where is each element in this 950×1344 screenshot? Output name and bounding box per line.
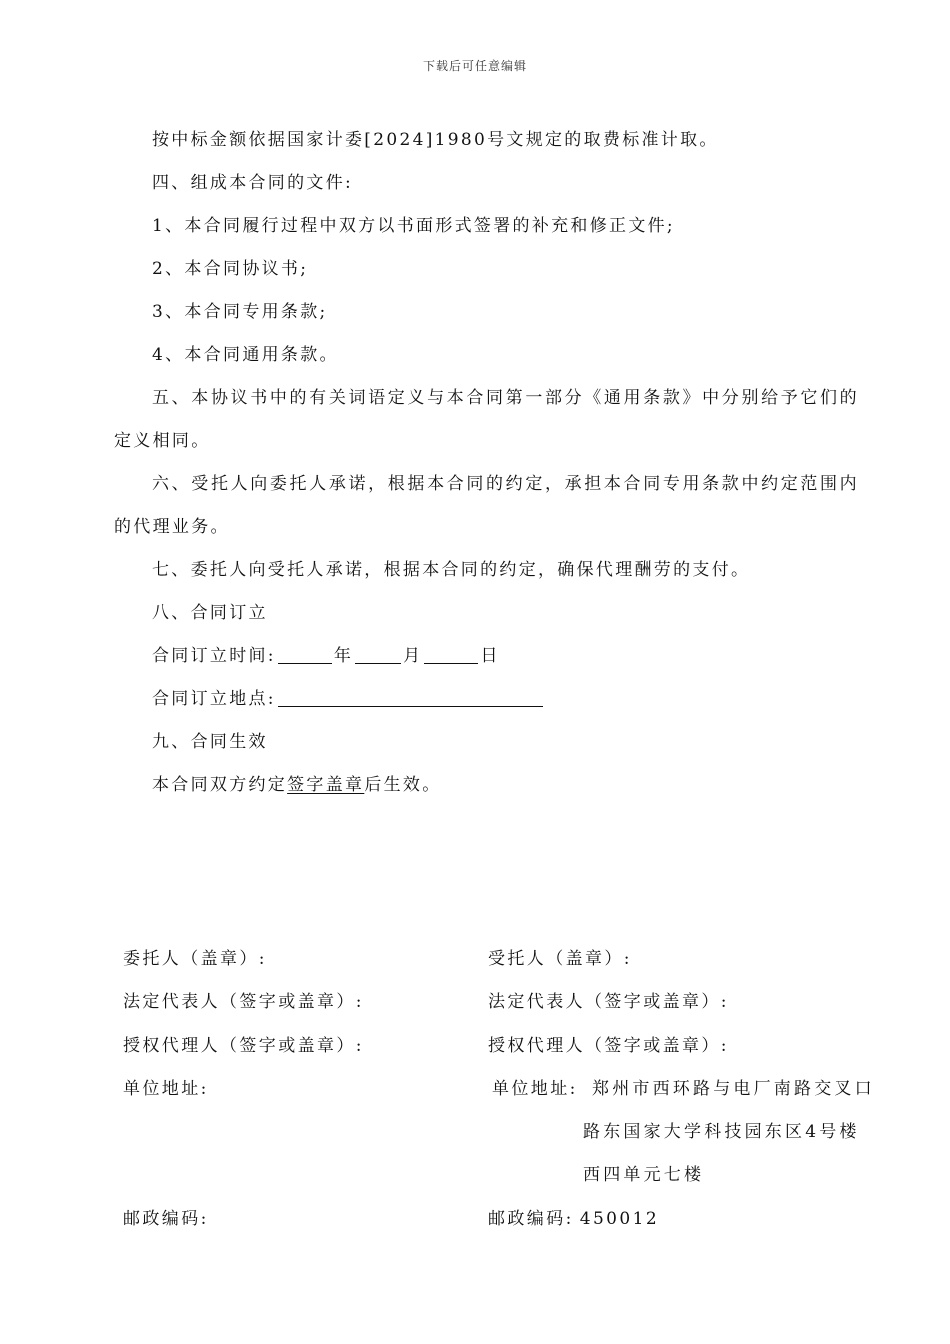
day-blank[interactable]: [424, 645, 478, 664]
principal-agent-label: 授权代理人（签字或盖章）:: [123, 1036, 364, 1056]
principal-postcode-label: 邮政编码:: [123, 1209, 209, 1229]
trustee-postcode-value: 450012: [579, 1209, 660, 1229]
month-blank[interactable]: [355, 645, 401, 664]
paragraph-fee-basis: 按中标金额依据国家计委[2024]1980号文规定的取费标准计取。: [152, 130, 719, 150]
effect-text-after: 后生效。: [364, 775, 442, 795]
trustee-address-line-2: 路东国家大学科技园东区4号楼: [583, 1122, 860, 1142]
list-item-2: 2、本合同协议书;: [152, 259, 309, 279]
trustee-address-line-1: 郑州市西环路与电厂南路交叉口: [592, 1079, 875, 1099]
day-label: 日: [480, 646, 500, 666]
sign-date-label: 合同订立时间:: [152, 646, 276, 666]
trustee-postcode-line: [488, 1207, 659, 1231]
effect-underlined-text: 签字盖章: [287, 775, 365, 795]
trustee-postcode-label: 邮政编码:: [488, 1209, 574, 1229]
section-7-paragraph: 七、委托人向受托人承诺，根据本合同的约定，确保代理酬劳的支付。: [152, 560, 751, 580]
page-header: 下载后可任意编辑: [422, 59, 527, 73]
year-label: 年: [333, 646, 354, 666]
sign-place-line: [114, 678, 859, 721]
effect-paragraph: [114, 764, 859, 807]
list-item-4: 4、本合同通用条款。: [152, 345, 339, 365]
principal-legal-rep-label: 法定代表人（签字或盖章）:: [123, 992, 364, 1012]
trustee-address-label: 单位地址:: [492, 1079, 578, 1099]
section-6-paragraph: 六、受托人向委托人承诺，根据本合同的约定，承担本合同专用条款中约定范围内的代理业务。: [114, 474, 859, 537]
place-blank[interactable]: [278, 688, 543, 707]
trustee-seal-label: 受托人（盖章）:: [488, 949, 632, 969]
month-label: 月: [403, 646, 423, 666]
section-9-heading: 九、合同生效: [152, 732, 268, 752]
principal-address-label: 单位地址:: [123, 1079, 209, 1099]
sign-place-label: 合同订立地点:: [152, 689, 276, 709]
effect-text-before: 本合同双方约定: [152, 775, 288, 795]
sign-date-line: [114, 635, 859, 678]
section-8-heading: 八、合同订立: [152, 603, 268, 623]
section-4-heading: 四、组成本合同的文件:: [152, 173, 354, 193]
trustee-agent-label: 授权代理人（签字或盖章）:: [488, 1036, 729, 1056]
list-item-3: 3、本合同专用条款;: [152, 302, 328, 322]
year-blank[interactable]: [278, 645, 332, 664]
principal-seal-label: 委托人（盖章）:: [123, 949, 267, 969]
trustee-address-line-3: 西四单元七楼: [583, 1165, 705, 1185]
trustee-legal-rep-label: 法定代表人（签字或盖章）:: [488, 992, 729, 1012]
list-item-1: 1、本合同履行过程中双方以书面形式签署的补充和修正文件;: [152, 216, 675, 236]
section-5-paragraph: 五、本协议书中的有关词语定义与本合同第一部分《通用条款》中分别给予它们的定义相同。: [114, 388, 859, 451]
